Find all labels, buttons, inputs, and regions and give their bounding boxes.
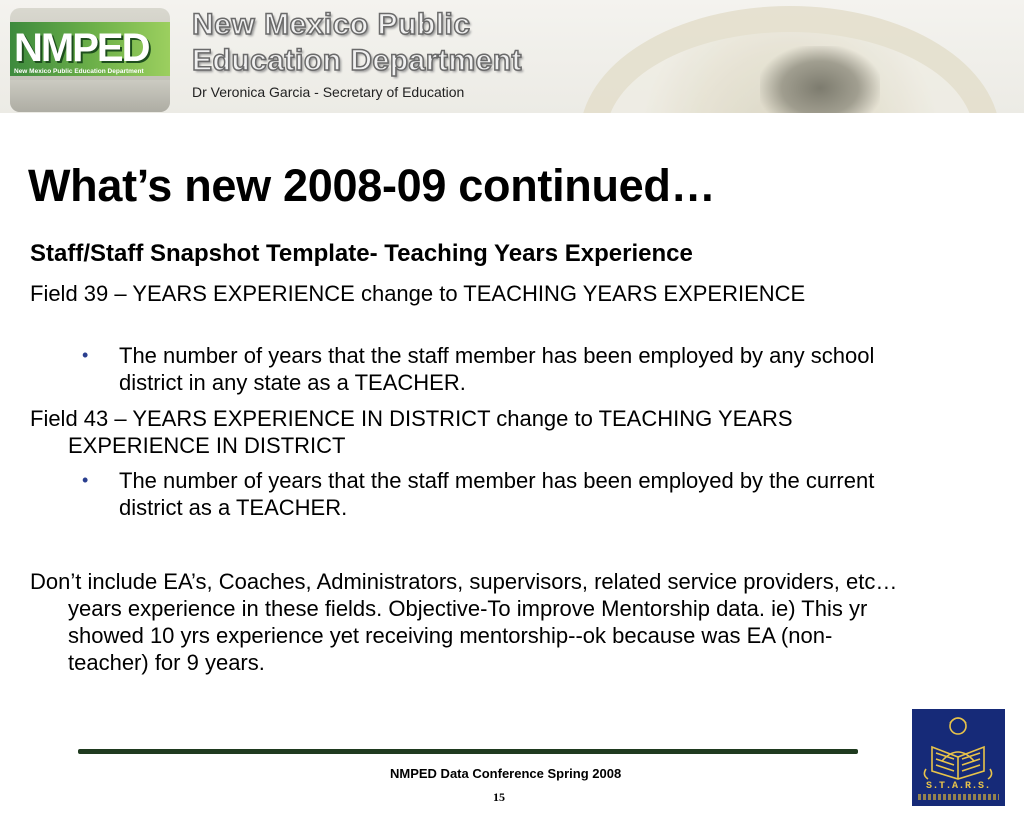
field-43-bullet-text: The number of years that the staff member has been employed by the current district as a TEACHER. xyxy=(119,468,875,520)
bullet-dot-icon: • xyxy=(82,345,89,365)
eagle-emblem-icon xyxy=(760,46,880,113)
slide-title: What’s new 2008-09 continued… xyxy=(28,160,716,211)
logo-text: NMPED xyxy=(14,26,149,70)
field-43-item: Field 43 – YEARS EXPERIENCE IN DISTRICT change to TEACHING YEARS EXPERIENCE IN DISTRICT xyxy=(30,406,793,458)
logo-subtext: New Mexico Public Education Department xyxy=(14,68,144,75)
stars-subtitle-texture xyxy=(918,794,999,800)
slide-subheading: Staff/Staff Snapshot Template- Teaching Years Experience xyxy=(30,240,693,267)
nmped-logo xyxy=(10,8,170,112)
secretary-line: Dr Veronica Garcia - Secretary of Education xyxy=(192,84,465,100)
field-39-bullet xyxy=(82,342,922,396)
footer-conference: NMPED Data Conference Spring 2008 xyxy=(390,766,622,781)
slide-header xyxy=(0,0,1024,113)
stars-caption: S.T.A.R.S. xyxy=(925,781,991,792)
footer-divider xyxy=(78,749,858,754)
page-number: 15 xyxy=(493,790,505,804)
exclusion-note: Don’t include EA’s, Coaches, Administrators, supervisors, related service providers, etc…years experience in these fields. Objective-To improve Mentorship data. ie) This yr showed 10 yrs experience yet receiving mentorship--ok because was EA (non-teacher) for 9 years. xyxy=(30,569,898,675)
logo-reflection xyxy=(10,80,170,112)
bullet-dot-icon: • xyxy=(82,470,89,490)
org-name-line-2: Education Department xyxy=(192,44,523,77)
field-39-bullet-text: The number of years that the staff member has been employed by any school district in any state as a TEACHER. xyxy=(119,343,875,395)
stars-logo xyxy=(912,709,1005,806)
field-39-item: Field 39 – YEARS EXPERIENCE change to TEACHING YEARS EXPERIENCE xyxy=(30,281,806,306)
org-name-line-1: New Mexico Public xyxy=(192,8,471,41)
field-43-bullet xyxy=(82,467,922,521)
